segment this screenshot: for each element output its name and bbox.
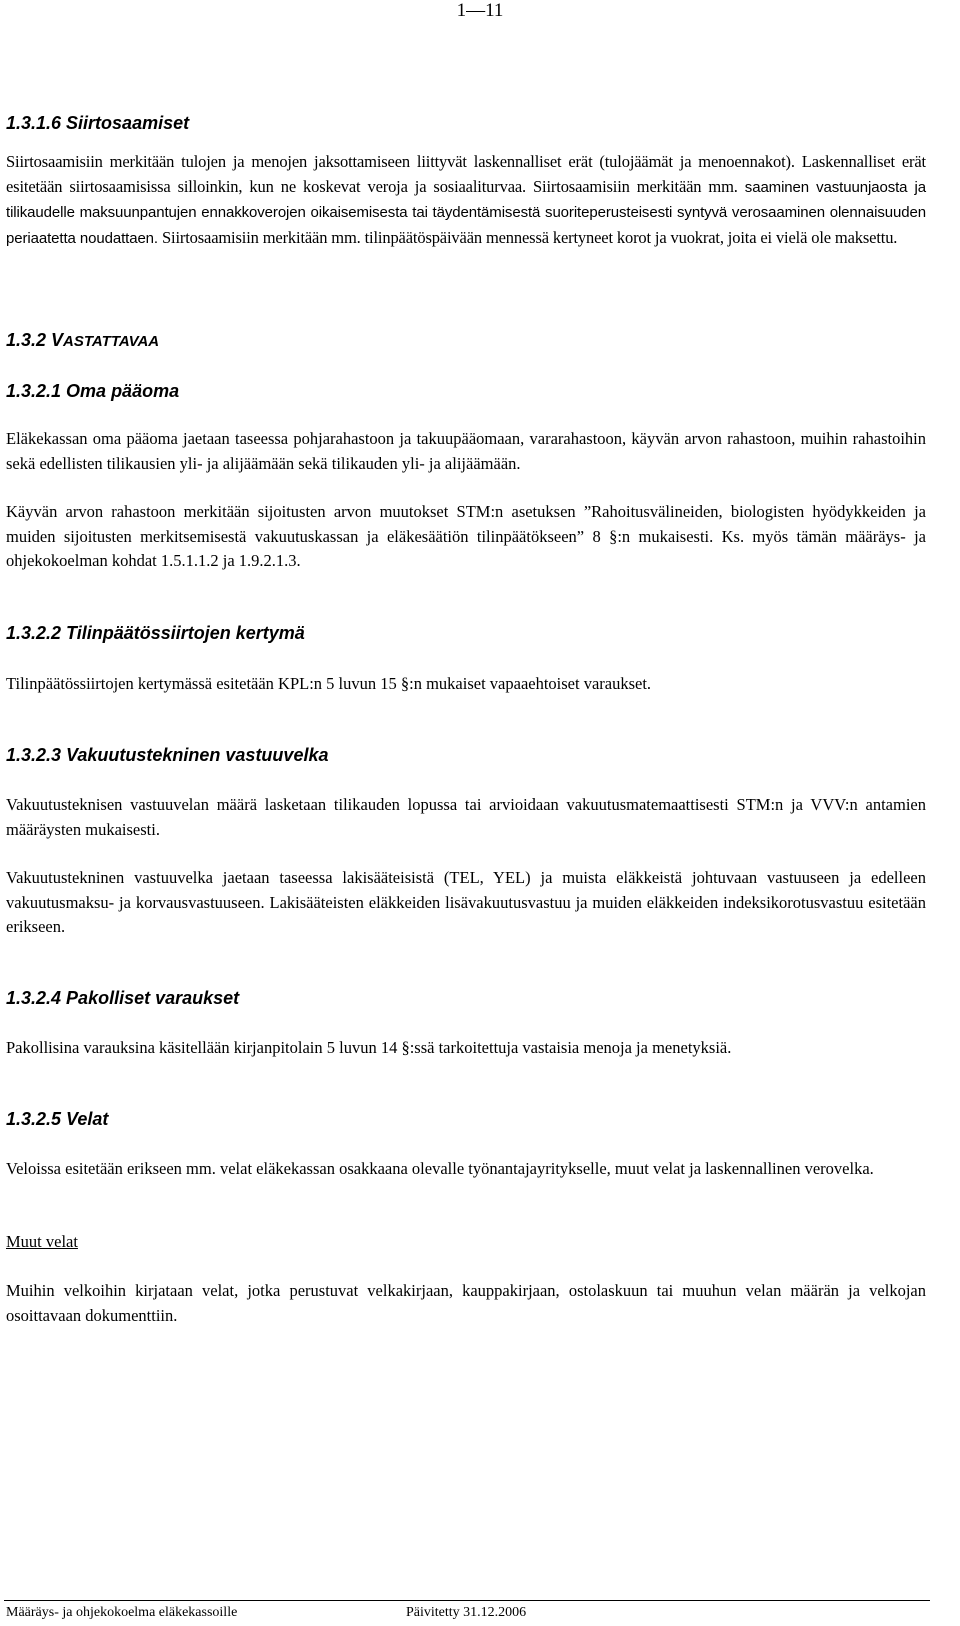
paragraph-muut-velat: Muihin velkoihin kirjataan velat, jotka perustuvat velkakirjaan, kauppakirjaan, ostolaskuun tai muuhun velan määrän ja velkojan osoittavaan dokumenttiin.	[6, 1281, 926, 1325]
page-footer	[0, 1600, 960, 1624]
paragraph-siirtosaamiset	[6, 150, 926, 251]
heading-tilinpaatossiirtojen-kertyma: 1.3.2.2 Tilinpäätössiirtojen kertymä	[6, 623, 305, 643]
paragraph-oma-paaoma-2: Käyvän arvon rahastoon merkitään sijoitusten arvon muutokset STM:n asetuksen ”Rahoitusvälineiden, biologisten hyödykkeiden ja muiden sijoitusten merkitsemisestä vakuutuskassan ja eläkesäätiön tilinpäätökseen” 8 §:n mukaisesti. Ks. myös tämän määräys- ja ohjekokoelman kohdat 1.5.1.1.2 ja 1.9.2.1.3.	[6, 502, 926, 570]
heading-vastattavaa-smallcaps: ASTATTAVAA	[63, 333, 160, 350]
paragraph-siirtosaamiset-part2: saaminen vastuunjaosta ja tilikaudelle maksuunpantujen ennakkoverojen oikaisemisesta tai täydentämisestä suoriteperusteisesti syntyvä verosaaminen olennaisuuden periaatetta noudattaen.	[6, 178, 926, 247]
heading-siirtosaamiset: 1.3.1.6 Siirtosaamiset	[6, 113, 190, 133]
heading-vastattavaa	[6, 329, 159, 353]
heading-oma-paaoma: 1.3.2.1 Oma pääoma	[6, 381, 180, 401]
heading-velat: 1.3.2.5 Velat	[6, 1109, 109, 1129]
paragraph-tilinpaatossiirtojen-kertyma: Tilinpäätössiirtojen kertymässä esitetään KPL:n 5 luvun 15 §:n mukaiset vapaaehtoiset varaukset.	[6, 674, 652, 693]
heading-vakuutustekninen-vastuuvelka: 1.3.2.3 Vakuutustekninen vastuuvelka	[6, 745, 329, 765]
paragraph-vastuuvelka-1: Vakuutusteknisen vastuuvelan määrä lasketaan tilikauden lopussa tai arvioidaan vakuutusmatemaattisesti STM:n ja VVV:n antamien määräysten mukaisesti.	[6, 795, 926, 839]
heading-pakolliset-varaukset: 1.3.2.4 Pakolliset varaukset	[6, 988, 240, 1008]
page-number: 1—11	[456, 0, 504, 21]
paragraph-vastuuvelka-2: Vakuutustekninen vastuuvelka jaetaan taseessa lakisääteisistä (TEL, YEL) ja muista eläkkeistä johtuvaan vastuuseen ja edelleen vakuutusmaksu- ja korvausvastuuseen. Lakisääteisten eläkkeiden lisävakuutusvastuu ja muiden eläkkeiden indeksikorotusvastuu esitetään erikseen.	[6, 868, 926, 936]
subheading-muut-velat: Muut velat	[6, 1232, 78, 1251]
paragraph-siirtosaamiset-part3: Siirtosaamisiin merkitään mm. tilinpäätöspäivään mennessä kertyneet korot ja vuokrat, joita ei vielä ole maksettu.	[161, 227, 898, 247]
paragraph-oma-paaoma-1: Eläkekassan oma pääoma jaetaan taseessa pohjarahastoon ja takuupääomaan, vararahastoon, käyvän arvon rahastoon, muihin rahastoihin sekä edellisten tilikausien yli- ja alijäämään sekä tilikauden yli- ja alijäämään.	[6, 429, 926, 473]
footer-updated-date: Päivitetty 31.12.2006	[406, 1605, 527, 1620]
paragraph-velat: Veloissa esitetään erikseen mm. velat eläkekassan osakkaana olevalle työnantajayritykselle, muut velat ja laskennallinen verovelka.	[6, 1159, 874, 1178]
footer-title: Määräys- ja ohjekokoelma eläkekassoille	[6, 1605, 238, 1620]
paragraph-siirtosaamiset-part1: Siirtosaamisiin merkitään tulojen ja menojen jaksottamiseen liittyvät laskennalliset erät (tulojäämät ja menoennakot). Laskennalliset erät esitetään siirtosaamisissa silloinkin, kun ne koskevat veroja ja sosiaaliturvaa. Siirtosaamisiin merkitään mm.	[6, 152, 926, 196]
heading-vastattavaa-number: 1.3.2 V	[6, 330, 64, 350]
paragraph-pakolliset-varaukset: Pakollisina varauksina käsitellään kirjanpitolain 5 luvun 14 §:ssä tarkoitettuja vastaisia menoja ja menetyksiä.	[6, 1038, 732, 1057]
footer-rule	[4, 1600, 930, 1601]
